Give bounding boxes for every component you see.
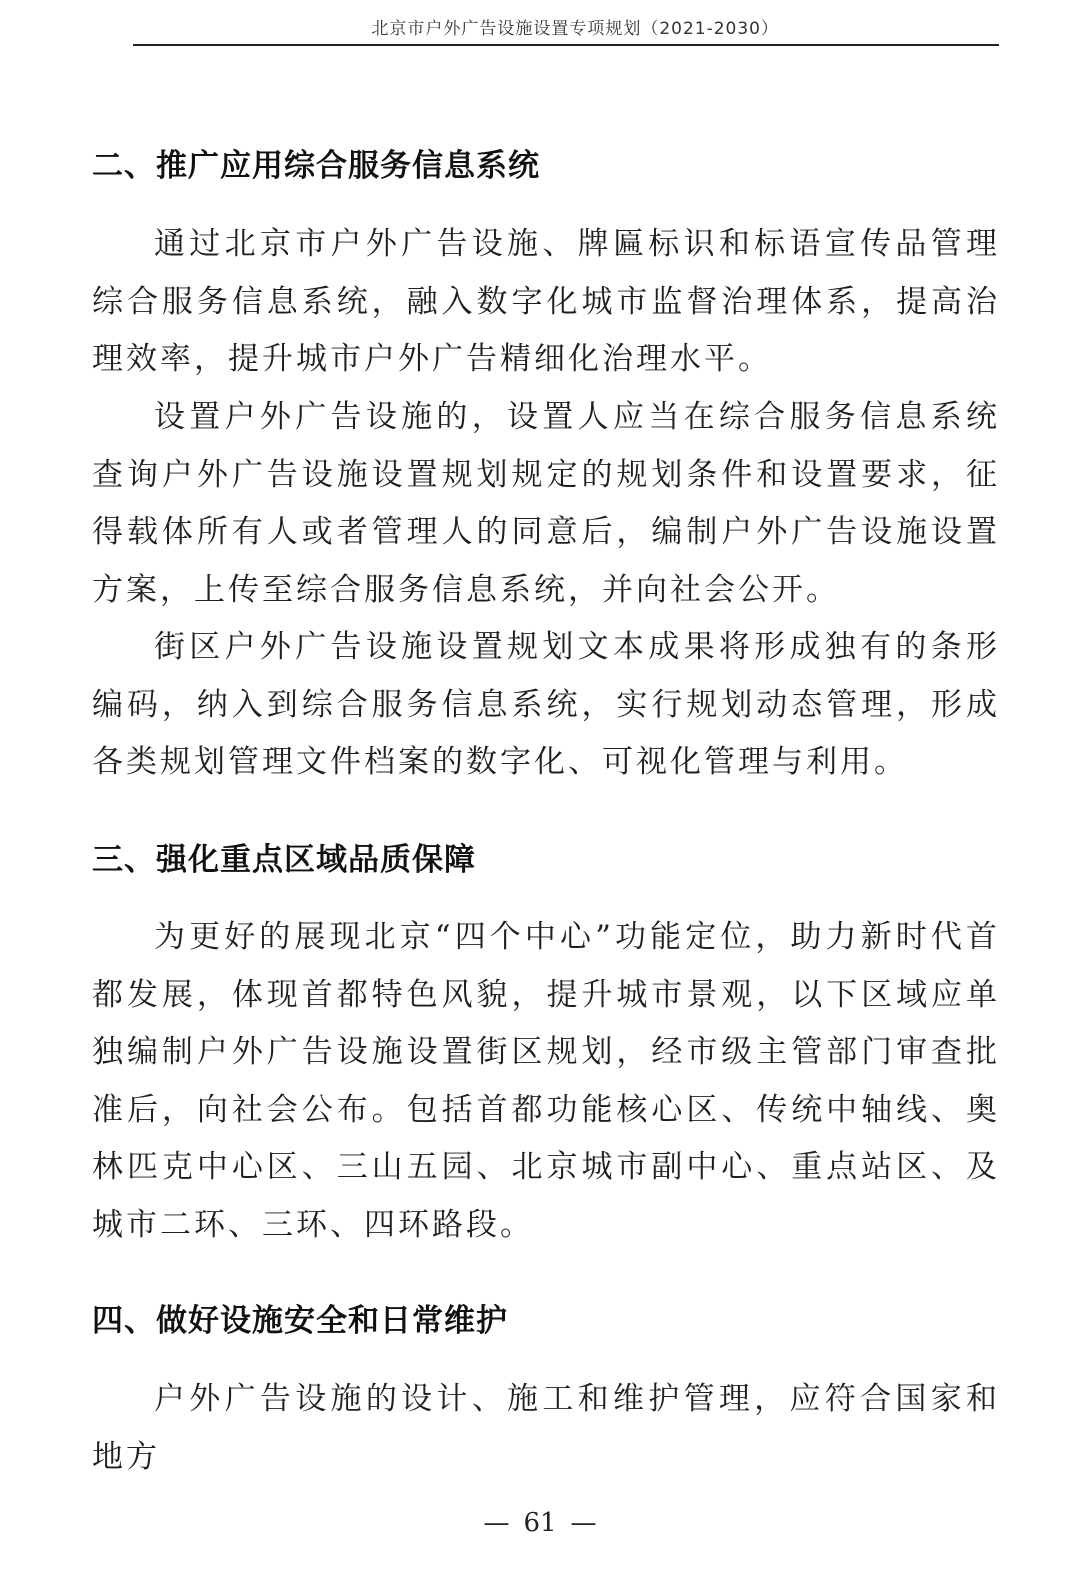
page-number bbox=[0, 1508, 1080, 1538]
paragraph-key-areas: 为更好的展现北京“四个中心”功能定位，助力新时代首都发展，体现首都特色风貌，提升城市景观，以下区域应单独编制户外广告设施设置街区规划，经市级主管部门审查批准后，向社会公布。包括首都功能核心区、传统中轴线、奥林匹克中心区、三山五园、北京城市副中心、重点站区、及城市二环、三环、四环路段。 bbox=[92, 919, 1000, 1243]
header-divider bbox=[133, 44, 999, 46]
paragraph-barcode: 街区户外广告设施设置规划文本成果将形成独有的条形编码，纳入到综合服务信息系统，实行规划动态管理，形成各类规划管理文件档案的数字化、可视化管理与利用。 bbox=[92, 629, 1000, 780]
section-heading-4: 四、做好设施安全和日常维护 bbox=[92, 1303, 508, 1339]
paragraph-setup-procedure: 设置户外广告设施的，设置人应当在综合服务信息系统查询户外广告设施设置规划规定的规划条件和设置要求，征得载体所有人或者管理人的同意后，编制户外广告设施设置方案，上传至综合服务信息系统，并向社会公开。 bbox=[92, 399, 1000, 608]
paragraph-info-system: 通过北京市户外广告设施、牌匾标识和标语宣传品管理综合服务信息系统，融入数字化城市监督治理体系，提高治理效率，提升城市户外广告精细化治理水平。 bbox=[92, 226, 1000, 377]
paragraph-safety-maintenance: 户外广告设施的设计、施工和维护管理，应符合国家和地方 bbox=[92, 1381, 1000, 1475]
page-number-dash-left: — bbox=[483, 1508, 510, 1538]
section-heading-2: 二、推广应用综合服务信息系统 bbox=[92, 148, 540, 184]
running-header: 北京市户外广告设施设置专项规划（2021-2030） bbox=[371, 19, 779, 39]
page-number-dash-right: — bbox=[570, 1508, 597, 1538]
page-number-value: 61 bbox=[523, 1508, 557, 1538]
section-heading-3: 三、强化重点区域品质保障 bbox=[92, 842, 476, 878]
